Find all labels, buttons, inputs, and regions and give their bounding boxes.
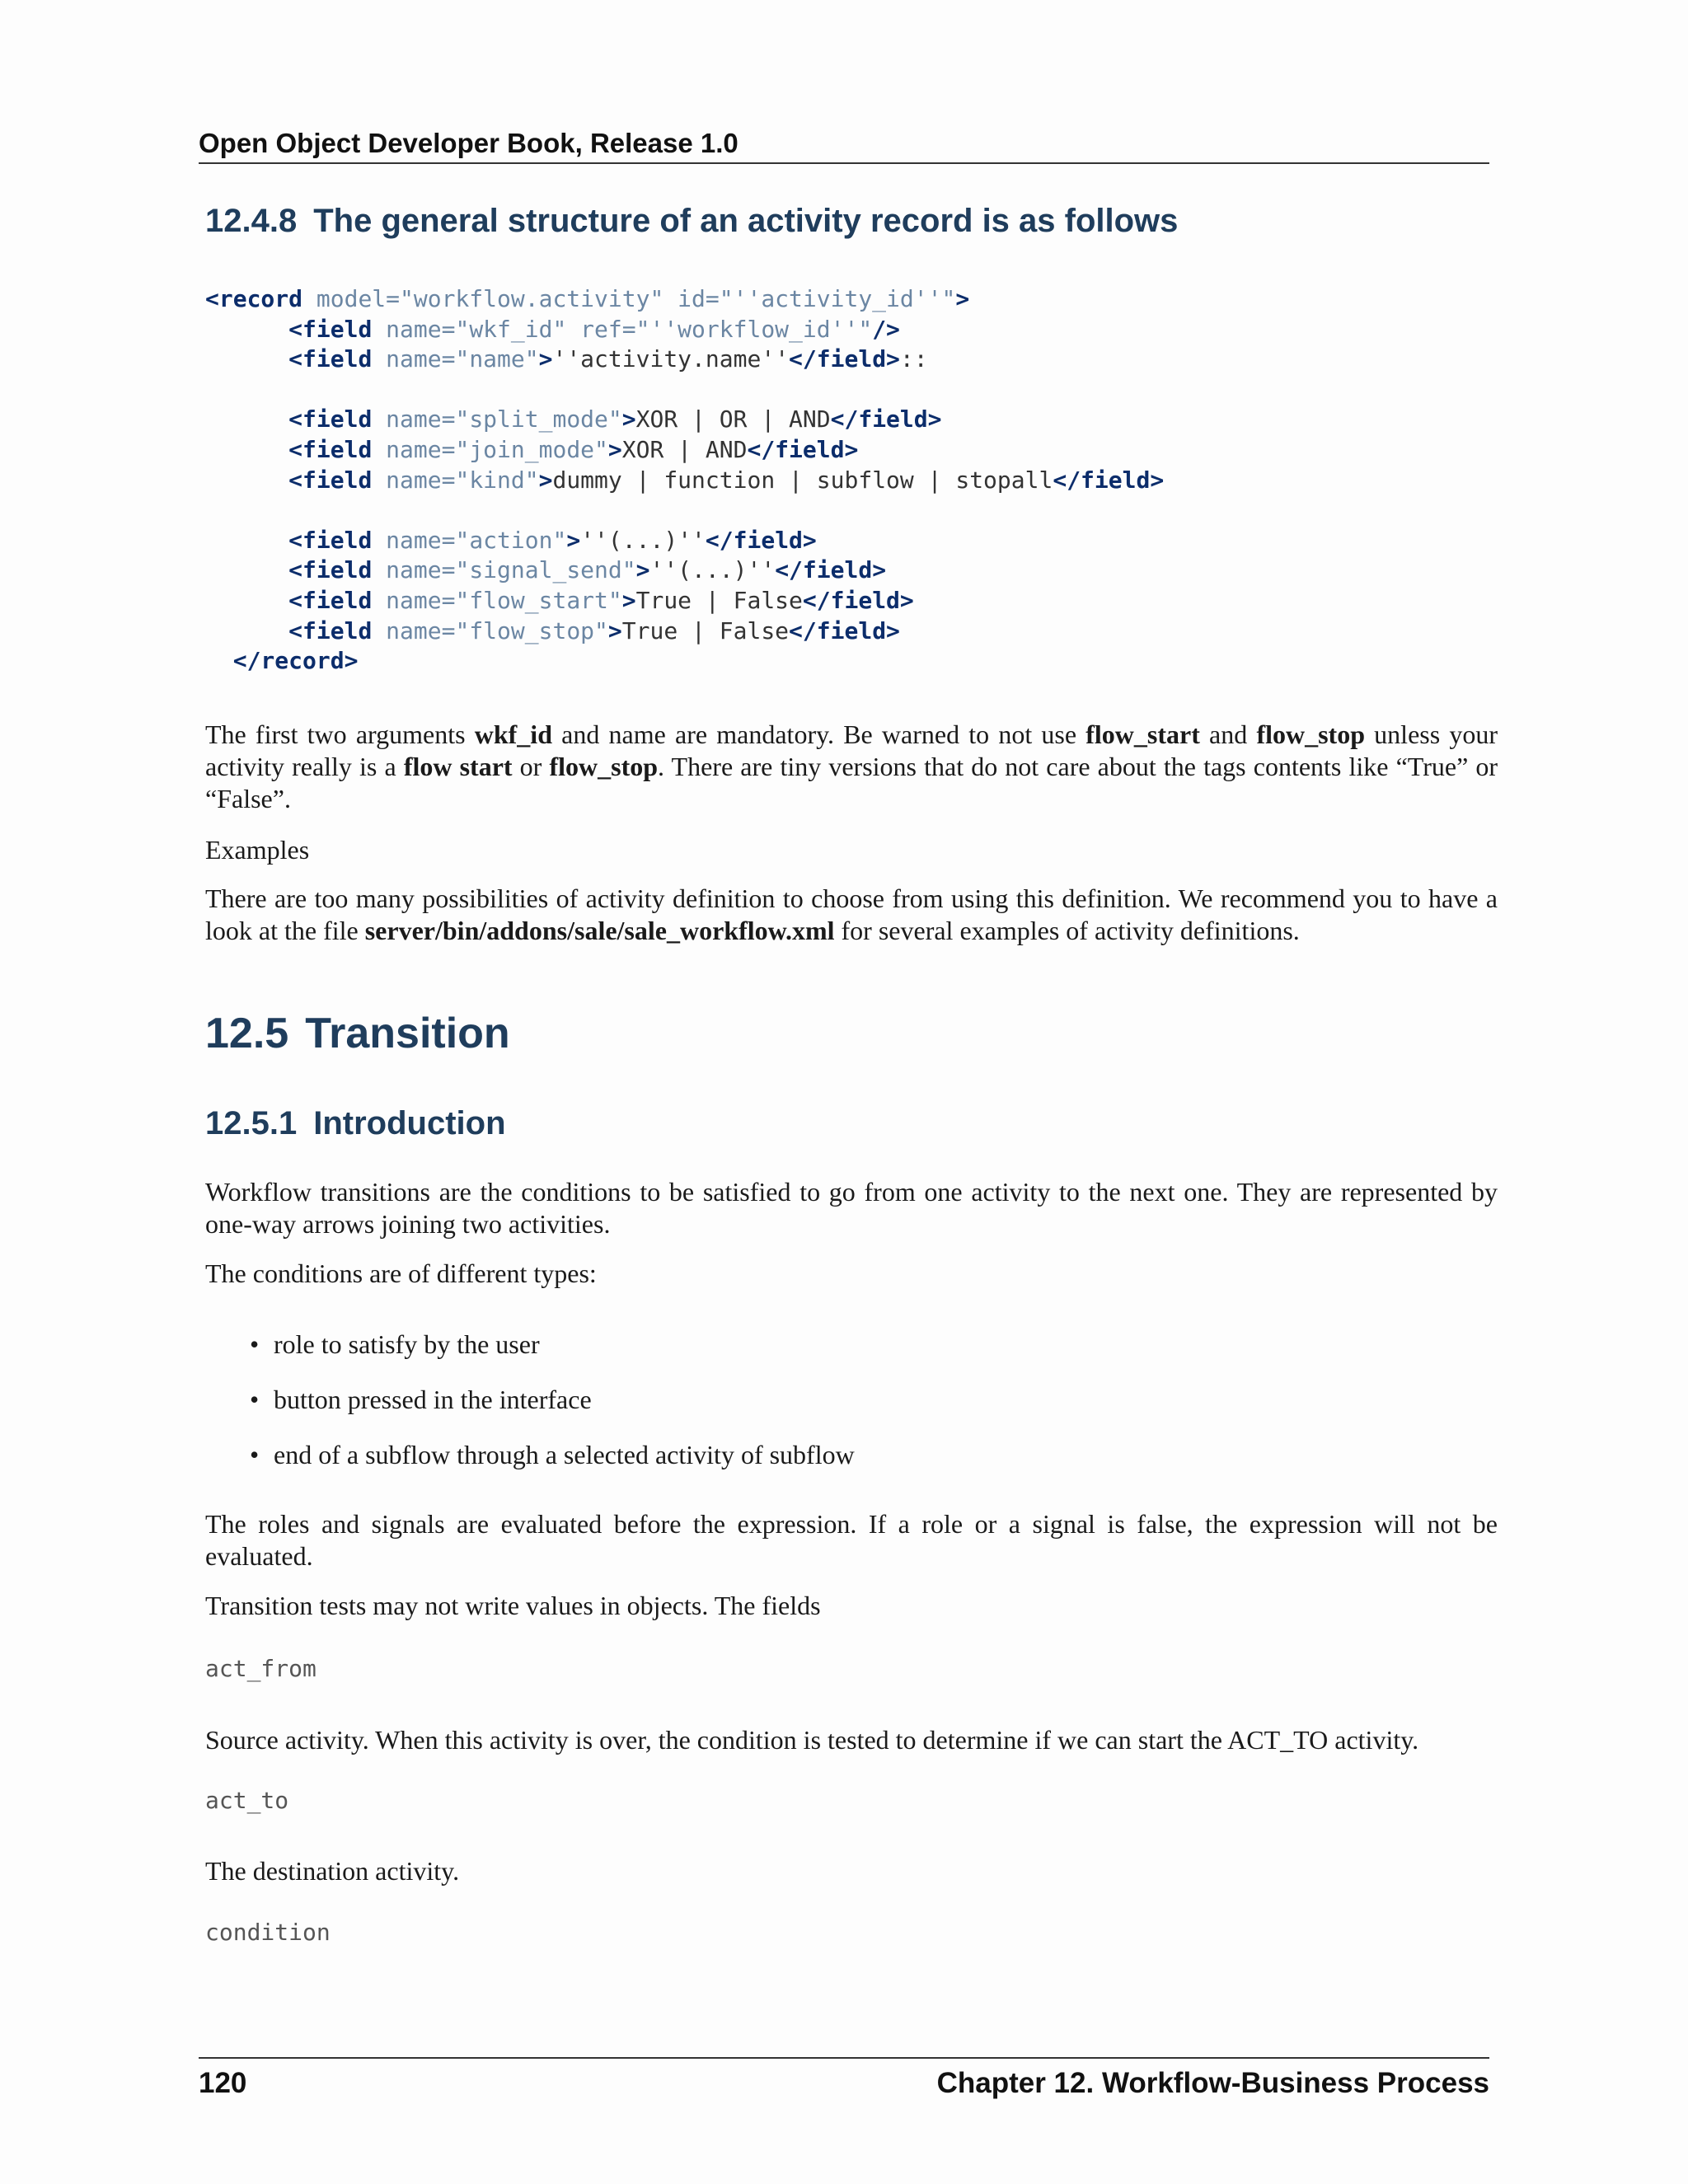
text-run: . There are tiny versions that do not care about the tags contents like “True” or “False”. <box>205 752 1498 813</box>
description-act-from: Source activity. When this activity is over, the condition is tested to determine if we can start the ACT_TO activity. <box>205 1725 1419 1755</box>
code-line: <field name="wkf_id" ref="''workflow_id''"/> <box>288 315 900 343</box>
code-line: <field name="signal_send">''(...)''</field> <box>288 556 887 584</box>
code-line: <field name="flow_start">True | False</field> <box>288 586 914 614</box>
paragraph-roles: The roles and signals are evaluated before the expression. If a role or a signal is false, the expression will not be evaluated. <box>205 1509 1498 1571</box>
page-number: 120 <box>199 2067 247 2099</box>
section-title: Introduction <box>313 1105 506 1141</box>
bold-term: flow_stop <box>549 752 659 781</box>
bold-term: flow_stop <box>1256 719 1365 749</box>
text-run: and name are mandatory. Be warned to not use <box>551 719 1086 749</box>
paragraph-arguments <box>205 719 1498 815</box>
bold-term: wkf_id <box>474 719 552 749</box>
bold-term: flow_start <box>1085 719 1200 749</box>
description-act-to: The destination activity. <box>205 1856 460 1886</box>
bold-term: flow start <box>403 752 513 781</box>
paragraph-conditions: The conditions are of different types: <box>205 1258 597 1288</box>
section-heading-12-5-1 <box>205 1102 506 1145</box>
section-title: Transition <box>305 1010 510 1057</box>
header-rule <box>199 162 1489 164</box>
text-run: The first two arguments <box>205 719 475 749</box>
section-number: 12.5 <box>205 1010 289 1057</box>
paragraph-intro: Workflow transitions are the conditions to be satisfied to go from one activity to the next one. They are represented by one-way arrows joining two activities. <box>205 1177 1498 1239</box>
section-number: 12.5.1 <box>205 1105 298 1141</box>
code-line: <record model="workflow.activity" id="''activity_id''"> <box>205 285 970 312</box>
section-heading-12-4-8 <box>205 199 1178 242</box>
file-path: server/bin/addons/sale/sale_workflow.xml <box>364 916 835 945</box>
section-number: 12.4.8 <box>205 203 298 239</box>
code-line: <field name="flow_stop">True | False</field> <box>288 616 900 644</box>
footer-rule <box>199 2057 1489 2059</box>
section-heading-12-5 <box>205 1006 510 1061</box>
text-run: and <box>1199 719 1257 749</box>
field-name-act-from: act_from <box>205 1655 316 1682</box>
code-line: <field name="action">''(...)''</field> <box>288 526 817 554</box>
paragraph-tests: Transition tests may not write values in objects. The fields <box>205 1591 821 1620</box>
text-run: or <box>512 752 550 781</box>
text-run: unless your activity really is a <box>205 719 1498 781</box>
running-header: Open Object Developer Book, Release 1.0 <box>199 128 738 158</box>
document-page: Open Object Developer Book, Release 1.0 12.4.8 The general structure of an activity record is as follows <record model="workflow.activity" id="''activity_id''"> <field name="wkf_id" ref="''workflow_id''"/> <field name="name">''activity.name''</field>:: <field name="split_mode">XOR | OR | AND</field> <field name="join_mode">XOR | AND</field> <field name="kind">dummy | function | subflow | stopall</field> <field name="action">''(...)''</field> <field name="signal_send">''(...)''</field> <field name="flow_start">True | False</field> <field name="flow_stop">True | False</field> </record> The first two arguments wkf_id and name are mandatory. Be warned to not use flow_start and flow_stop unless your activity really is a flow start or flow_stop. There are tiny versions that do not care about the tags contents like “True” or “False”. Examples There are too many possibilities of activity definition to choose from using this definition. We recommend you to have a look at the file server/bin/addons/sale/sale_workflow.xml for several examples of activity definitions. 12.5 Transition 12.5.1 Introduction Workflow transitions are the conditions to be satisfied to go from one activity to the next one. They are represented by one-way arrows joining two activities. The conditions are of different types: • role to satisfy by the user • button pressed in the interface • end of a subflow through a selected activity of subflow The roles and signals are evaluated before the expression. If a role or a signal is false, the expression will not be evaluated. Transition tests may not write values in objects. The fields act_from Source activity. When this activity is over, the condition is tested to determine if we can start the ACT_TO activity. act_to The destination activity. condition 120 Chapter 12. Workflow-Business Process <box>0 0 1688 2184</box>
code-line: </record> <box>232 647 359 675</box>
chapter-title: Chapter 12. Workflow-Business Process <box>936 2067 1489 2099</box>
code-line: <field name="split_mode">XOR | OR | AND</field> <box>288 405 942 434</box>
examples-label: Examples <box>205 835 310 865</box>
code-line: <field name="kind">dummy | function | subflow | stopall</field> <box>288 466 1165 494</box>
code-line: <field name="join_mode">XOR | AND</field> <box>288 435 859 463</box>
paragraph-examples <box>205 883 1498 947</box>
text-run: for several examples of activity definitions. <box>834 916 1300 945</box>
code-line: <field name="name">''activity.name''</field>:: <box>288 345 928 373</box>
field-name-condition: condition <box>205 1919 331 1946</box>
text-run: There are too many possibilities of activity definition to choose from using this definition. We recommend you to have a look at the file <box>205 883 1498 945</box>
section-title: The general structure of an activity record is as follows <box>313 203 1179 239</box>
field-name-act-to: act_to <box>205 1787 289 1814</box>
code-block-activity-record <box>205 284 1164 677</box>
